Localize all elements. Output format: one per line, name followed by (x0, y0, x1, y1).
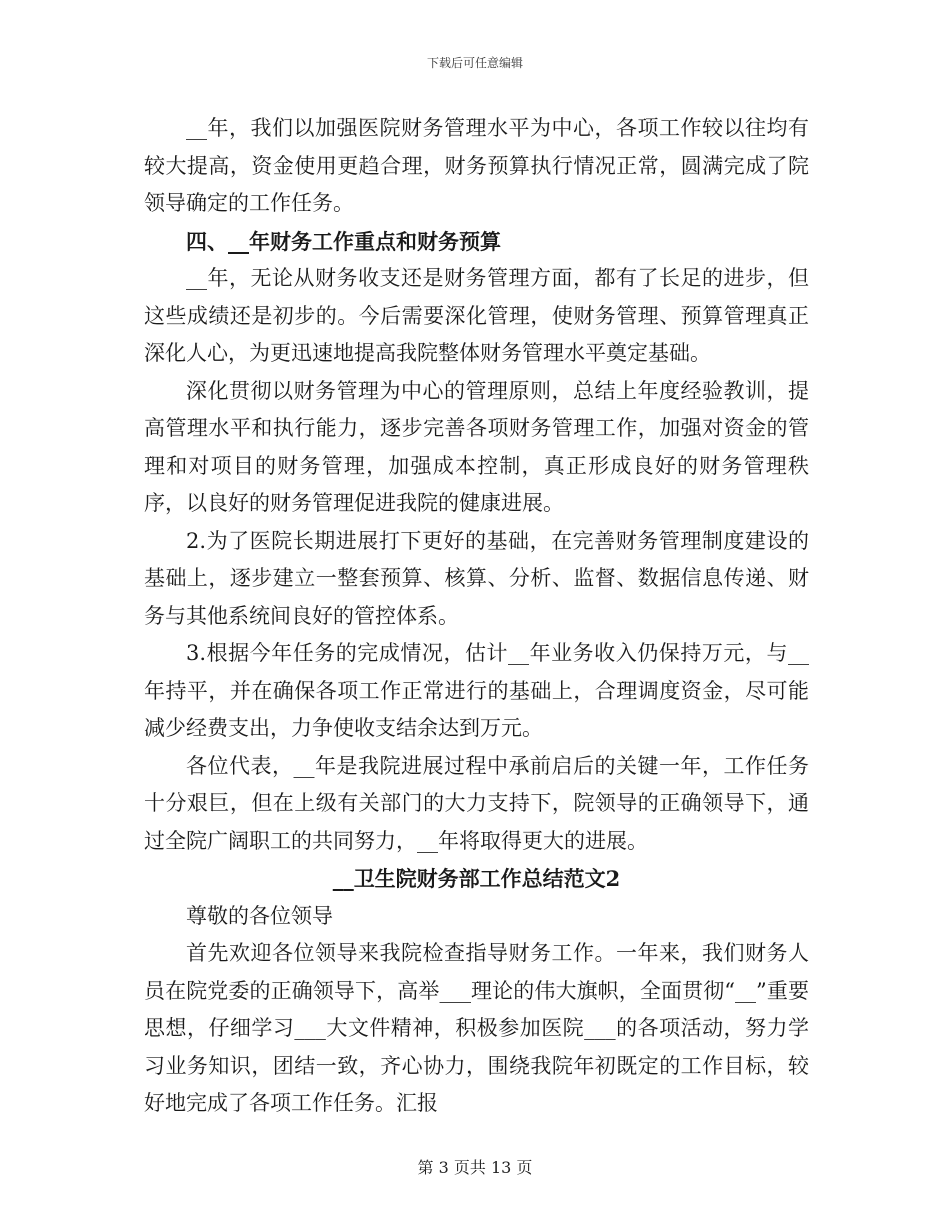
paragraph-item-2: 2.为了医院长期进展打下更好的基础，在完善财务管理制度建设的基础上，逐步建立一整套预算、核算、分析、监督、数据信息传递、财务与其他系统间良好的管控体系。 (144, 528, 809, 628)
section-heading-four: 四、__年财务工作重点和财务预算 (186, 228, 501, 254)
page-number: 第 3 页共 13 页 (417, 1158, 533, 1177)
document-body (144, 110, 809, 1123)
paragraph-closing: 各位代表，__年是我院进展过程中承前启后的关键一年，工作任务十分艰巨，但在上级有关部门的大力支持下，院领导的正确领导下，通过全院广阔职工的共同努力，__年将取得更大的进展。 (144, 753, 809, 853)
paragraph-management-principle: 深化贯彻以财务管理为中心的管理原则，总结上年度经验教训，提高管理水平和执行能力，逐步完善各项财务管理工作，加强对资金的管理和对项目的财务管理，加强成本控制，真正形成良好的财务管理秩序，以良好的财务管理促进我院的健康进展。 (144, 378, 809, 515)
paragraph-salutation: 尊敬的各位领导 (186, 903, 333, 928)
paragraph-progress: __年，无论从财务收支还是财务管理方面，都有了长足的进步，但这些成绩还是初步的。今后需要深化管理，使财务管理、预算管理真正深化人心，为更迅速地提高我院整体财务管理水平奠定基础。 (144, 266, 809, 365)
paragraph-opening: 首先欢迎各位领导来我院检查指导财务工作。一年来，我们财务人员在院党委的正确领导下，高举___理论的伟大旗帜，全面贯彻“__”重要思想，仔细学习___大文件精神，积极参加医院___的各项活动，努力学习业务知识，团结一致，齐心协力，围绕我院年初既定的工作目标，较好地完成了各项工作任务。汇报 (144, 941, 809, 1115)
document-title-2: __卫生院财务部工作总结范文2 (332, 866, 621, 891)
paragraph-summary: __年，我们以加强医院财务管理水平为中心，各项工作较以往均有较大提高，资金使用更趋合理，财务预算执行情况正常，圆满完成了院领导确定的工作任务。 (144, 116, 809, 215)
paragraph-item-3: 3.根据今年任务的完成情况，估计__年业务收入仍保持万元，与__年持平，并在确保各项工作正常进行的基础上，合理调度资金，尽可能减少经费支出，力争使收支结余达到万元。 (144, 641, 809, 740)
page-header-note: 下载后可任意编辑 (426, 56, 523, 70)
